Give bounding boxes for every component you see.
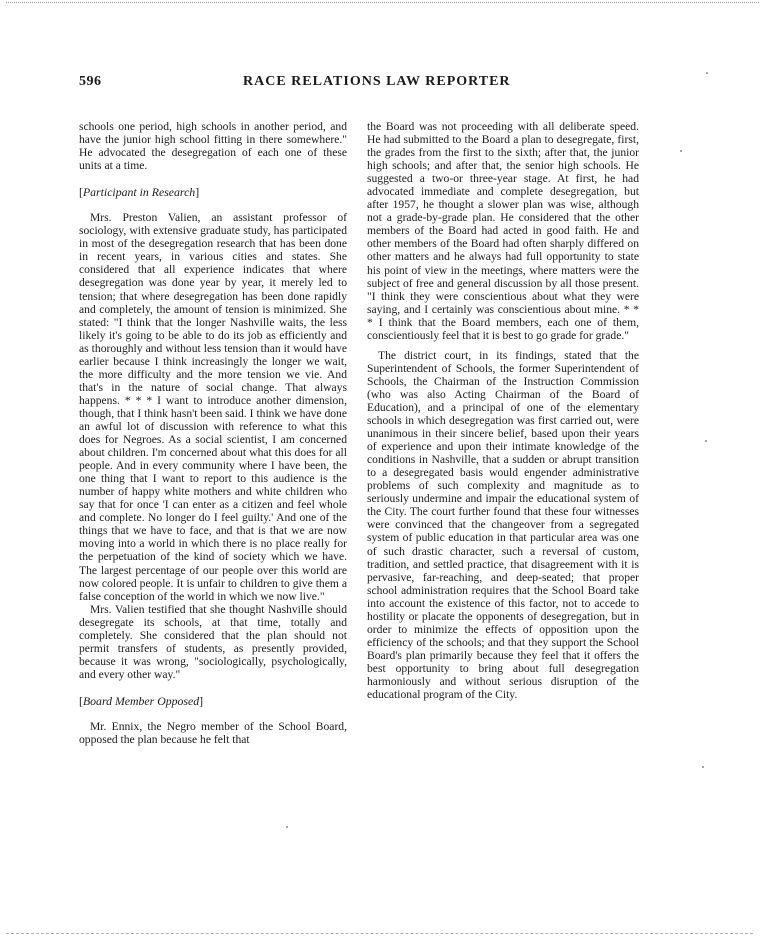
journal-title: RACE RELATIONS LAW REPORTER <box>243 74 511 89</box>
paragraph: Mr. Ennix, the Negro member of the School Board, opposed the plan because he felt that <box>79 719 347 747</box>
scan-speck <box>702 766 704 768</box>
bottom-scan-edge <box>6 933 753 934</box>
scan-speck <box>680 150 682 152</box>
left-column <box>79 120 347 746</box>
top-scan-edge <box>6 2 759 3</box>
section-heading-text: Participant in Research <box>82 185 196 200</box>
scan-speck <box>705 440 707 442</box>
running-head <box>79 74 691 94</box>
paragraph: The district court, in its findings, stated that the Superintendent of Schools, the former Superintendent of Schools, the Chairman of the Instruction Commission (who was also Acting Chairman of the Board of Education), and a principal of one of the elementary schools in which desegregation was first carried out, were unanimous in their sincere belief, based upon their years of experience and upon their intimate knowledge of the conditions in Nashville, that a sudden or abrupt transition to a desegregated basis would engender administrative problems of such complexity and magnitude as to seriously undermine and impair the educational system of the City. The court further found that these four witnesses were convinced that the changeover from a segregated system of public education in that particular area was one of such drastic character, such a reversal of custom, tradition, and settled practice, that disagreement with it is pervasive, far-reaching, and deep-seated; that proper school administration requires that the School Board take into account the existence of this factor, not to accede to hostility or placate the opponents of desegregation, but in order to minimize the effects of opposition upon the efficiency of the schools; and that they support the School Board's plan primarily because they feel that it offers the best opportunity to bring about full desegregation harmoniously and without serious disruption of the educational program of the City. <box>367 348 639 702</box>
paragraph: Mrs. Preston Valien, an assistant professor of sociology, with extensive graduate study, has participated in most of the desegregation research that has been done in recent years, in various cities and states. She considered that all experience indicates that where desegregation was done year by year, it merely led to tension; that where desegregation has been done rapidly and completely, the amount of tension is minimized. She stated: "I think that the longer Nashville waits, the less likely it's going to be able to do its job as efficiently and as thoroughly and without less tension than it would have earlier because I think increasingly the longer we wait, the more difficulty and the more tension we vie. And that's in the nature of social change. That always happens. * * * I want to introduce another dimension, though, that I think hasn't been said. I think we have done an awful lot of discussion with reference to what this does for Negroes. As a social scientist, I am concerned about children. I'm concerned about what this does for all people. And in every community where I have been, the one thing that I want to report to this audience is the number of happy white mothers and white children who say that for once 'I can enter as a citizen and feel whole and complete. No longer do I feel guilty.' And one of the things that we have to face, and that is that we are now moving into a world in which there is no place really for the perpetuation of the kind of society which we have. The largest percentage of our people over this world are now colored people. It is unfair to children to give them a false conception of the world in which we now live." <box>79 211 347 603</box>
paragraph: the Board was not proceeding with all deliberate speed. He had submitted to the Board a plan to desegregate, first, the grades from the first to the sixth; after that, the junior high schools; and after that, the senior high schools. He suggested a two-or three-year stage. At first, he had advocated immediate and complete desegregation, but after 1957, he thought a slower plan was wise, although not a grade-by-grade plan. He considered that the other members of the Board had acted in good faith. He and other members of the Board had often sharply differed on other matters and he always had full opportunity to state his point of view in the meetings, where matters were the subject of free and general discussion by all those present. "I think they were conscientious about what they were saying, and I certainly was conscientious about mine. * * * I think that the Board members, each one of them, conscientiously feel that it is best to go grade for grade." <box>367 120 639 342</box>
page-number: 596 <box>79 74 102 89</box>
scan-speck <box>286 826 288 828</box>
paragraph: schools one period, high schools in another period, and have the junior high school fitting in there somewhere." He advocated the desegregation of each one of these units at a time. <box>79 120 347 173</box>
section-heading-participant: [Participant in Research] <box>79 185 200 200</box>
section-heading-board-member: [Board Member Opposed] <box>79 693 204 708</box>
right-column <box>367 120 639 701</box>
scan-speck <box>706 72 708 74</box>
paragraph: Mrs. Valien testified that she thought Nashville should desegregate its schools, at that time, totally and completely. She considered that the plan should not permit transfers of students, as presently provided, because it was wrong, "sociologically, psychologically, and every other way." <box>79 602 347 681</box>
section-heading-text: Board Member Opposed <box>82 693 200 708</box>
